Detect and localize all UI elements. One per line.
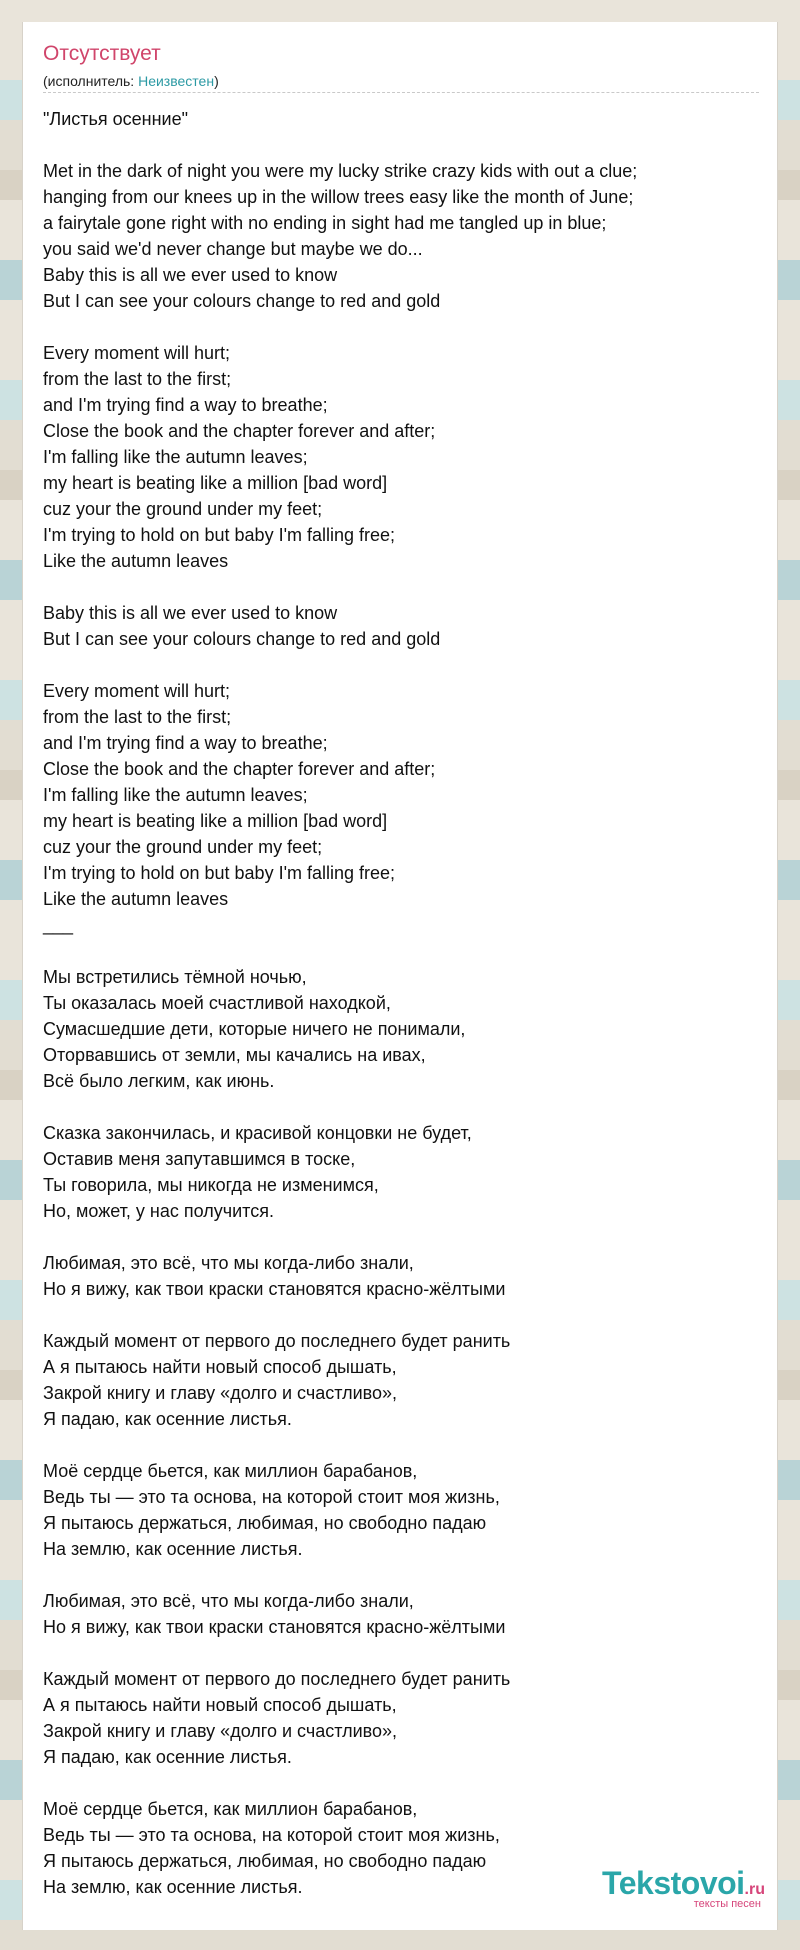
artist-line: [43, 73, 759, 93]
lyric-line: I'm falling like the autumn leaves;: [43, 447, 308, 467]
logo-main-text: Tekstovoi: [602, 1865, 745, 1901]
lyric-line: Всё было легким, как июнь.: [43, 1071, 275, 1091]
artist-link[interactable]: Неизвестен: [138, 73, 215, 89]
artist-prefix: (исполнитель:: [43, 73, 139, 89]
artist-suffix: ): [214, 73, 219, 89]
lyric-line: А я пытаюсь найти новый способ дышать,: [43, 1695, 397, 1715]
lyrics-card: [22, 22, 778, 1930]
lyric-blank-line: [43, 1094, 759, 1120]
lyric-line: a fairytale gone right with no ending in sight had me tangled up in blue;: [43, 213, 607, 233]
lyric-line: Но я вижу, как твои краски становятся красно-жёлтыми: [43, 1617, 506, 1637]
lyric-line: Но, может, у нас получится.: [43, 1201, 274, 1221]
lyric-line: Like the autumn leaves: [43, 889, 229, 909]
lyric-line: But I can see your colours change to red and gold: [43, 291, 441, 311]
lyric-line: Я пытаюсь держаться, любимая, но свободно падаю: [43, 1513, 487, 1533]
lyric-line: from the last to the first;: [43, 369, 232, 389]
lyric-line: Я падаю, как осенние листья.: [43, 1409, 292, 1429]
lyric-line: from the last to the first;: [43, 707, 232, 727]
lyric-blank-line: [43, 1562, 759, 1588]
site-logo[interactable]: [602, 1865, 765, 1910]
lyric-line: cuz your the ground under my feet;: [43, 499, 323, 519]
lyric-line: Я пытаюсь держаться, любимая, но свободно падаю: [43, 1851, 487, 1871]
lyric-line: Каждый момент от первого до последнего будет ранить: [43, 1331, 511, 1351]
lyric-line: you said we'd never change but maybe we do...: [43, 239, 423, 259]
lyric-line: На землю, как осенние листья.: [43, 1539, 303, 1559]
lyric-line: А я пытаюсь найти новый способ дышать,: [43, 1357, 397, 1377]
lyric-line: Ты оказалась моей счастливой находкой,: [43, 993, 391, 1013]
lyric-line: Закрой книгу и главу «долго и счастливо»,: [43, 1383, 398, 1403]
lyric-line: Сумасшедшие дети, которые ничего не понимали,: [43, 1019, 466, 1039]
lyric-line: Мы встретились тёмной ночью,: [43, 967, 307, 987]
lyric-line: cuz your the ground under my feet;: [43, 837, 323, 857]
lyric-line: На землю, как осенние листья.: [43, 1877, 303, 1897]
lyric-line: my heart is beating like a million [bad word]: [43, 473, 388, 493]
lyric-line: Baby this is all we ever used to know: [43, 265, 338, 285]
lyric-line: Close the book and the chapter forever and after;: [43, 421, 436, 441]
lyric-line: Close the book and the chapter forever and after;: [43, 759, 436, 779]
lyric-line: Every moment will hurt;: [43, 681, 231, 701]
lyric-blank-line: [43, 1640, 759, 1666]
lyric-line: Met in the dark of night you were my lucky strike crazy kids with out a clue;: [43, 161, 638, 181]
lyric-line: I'm trying to hold on but baby I'm falling free;: [43, 525, 396, 545]
lyric-line: Любимая, это всё, что мы когда-либо знали,: [43, 1591, 414, 1611]
lyric-line: But I can see your colours change to red and gold: [43, 629, 441, 649]
lyric-blank-line: [43, 1302, 759, 1328]
lyric-line: Каждый момент от первого до последнего будет ранить: [43, 1669, 511, 1689]
lyric-line: Ты говорила, мы никогда не изменимся,: [43, 1175, 379, 1195]
lyric-line: Ведь ты — это та основа, на которой стоит моя жизнь,: [43, 1487, 500, 1507]
lyric-line: hanging from our knees up in the willow trees easy like the month of June;: [43, 187, 634, 207]
lyric-line: Like the autumn leaves: [43, 551, 229, 571]
lyric-line: Я падаю, как осенние листья.: [43, 1747, 292, 1767]
lyric-line: Baby this is all we ever used to know: [43, 603, 338, 623]
lyric-line: I'm trying to hold on but baby I'm falling free;: [43, 863, 396, 883]
lyric-blank-line: [43, 314, 759, 340]
lyric-line: Оторвавшись от земли, мы качались на ивах,: [43, 1045, 426, 1065]
lyric-line: Оставив меня запутавшимся в тоске,: [43, 1149, 356, 1169]
lyric-line: Но я вижу, как твои краски становятся красно-жёлтыми: [43, 1279, 506, 1299]
lyric-line: Моё сердце бьется, как миллион барабанов,: [43, 1799, 418, 1819]
lyric-line: Every moment will hurt;: [43, 343, 231, 363]
lyric-line: and I'm trying find a way to breathe;: [43, 395, 328, 415]
lyric-line: Моё сердце бьется, как миллион барабанов,: [43, 1461, 418, 1481]
lyric-blank-line: [43, 1770, 759, 1796]
lyrics-body: [43, 106, 759, 1900]
lyric-line: Любимая, это всё, что мы когда-либо знали,: [43, 1253, 414, 1273]
song-title: Отсутствует: [43, 42, 161, 65]
lyric-blank-line: [43, 574, 759, 600]
lyric-line: I'm falling like the autumn leaves;: [43, 785, 308, 805]
logo-tld: .ru: [744, 1881, 765, 1898]
lyric-line: Ведь ты — это та основа, на которой стоит моя жизнь,: [43, 1825, 500, 1845]
lyric-line: "Листья осенние": [43, 109, 188, 129]
lyric-blank-line: [43, 652, 759, 678]
lyric-line: my heart is beating like a million [bad word]: [43, 811, 388, 831]
lyric-line: and I'm trying find a way to breathe;: [43, 733, 328, 753]
lyric-blank-line: [43, 1432, 759, 1458]
lyric-line: Сказка закончилась, и красивой концовки не будет,: [43, 1123, 472, 1143]
lyric-blank-line: [43, 132, 759, 158]
logo-tagline: тексты песен: [693, 1898, 761, 1910]
lyric-line: ___: [43, 915, 74, 935]
lyric-blank-line: [43, 1224, 759, 1250]
lyric-blank-line: [43, 938, 759, 964]
lyric-line: Закрой книгу и главу «долго и счастливо»,: [43, 1721, 398, 1741]
